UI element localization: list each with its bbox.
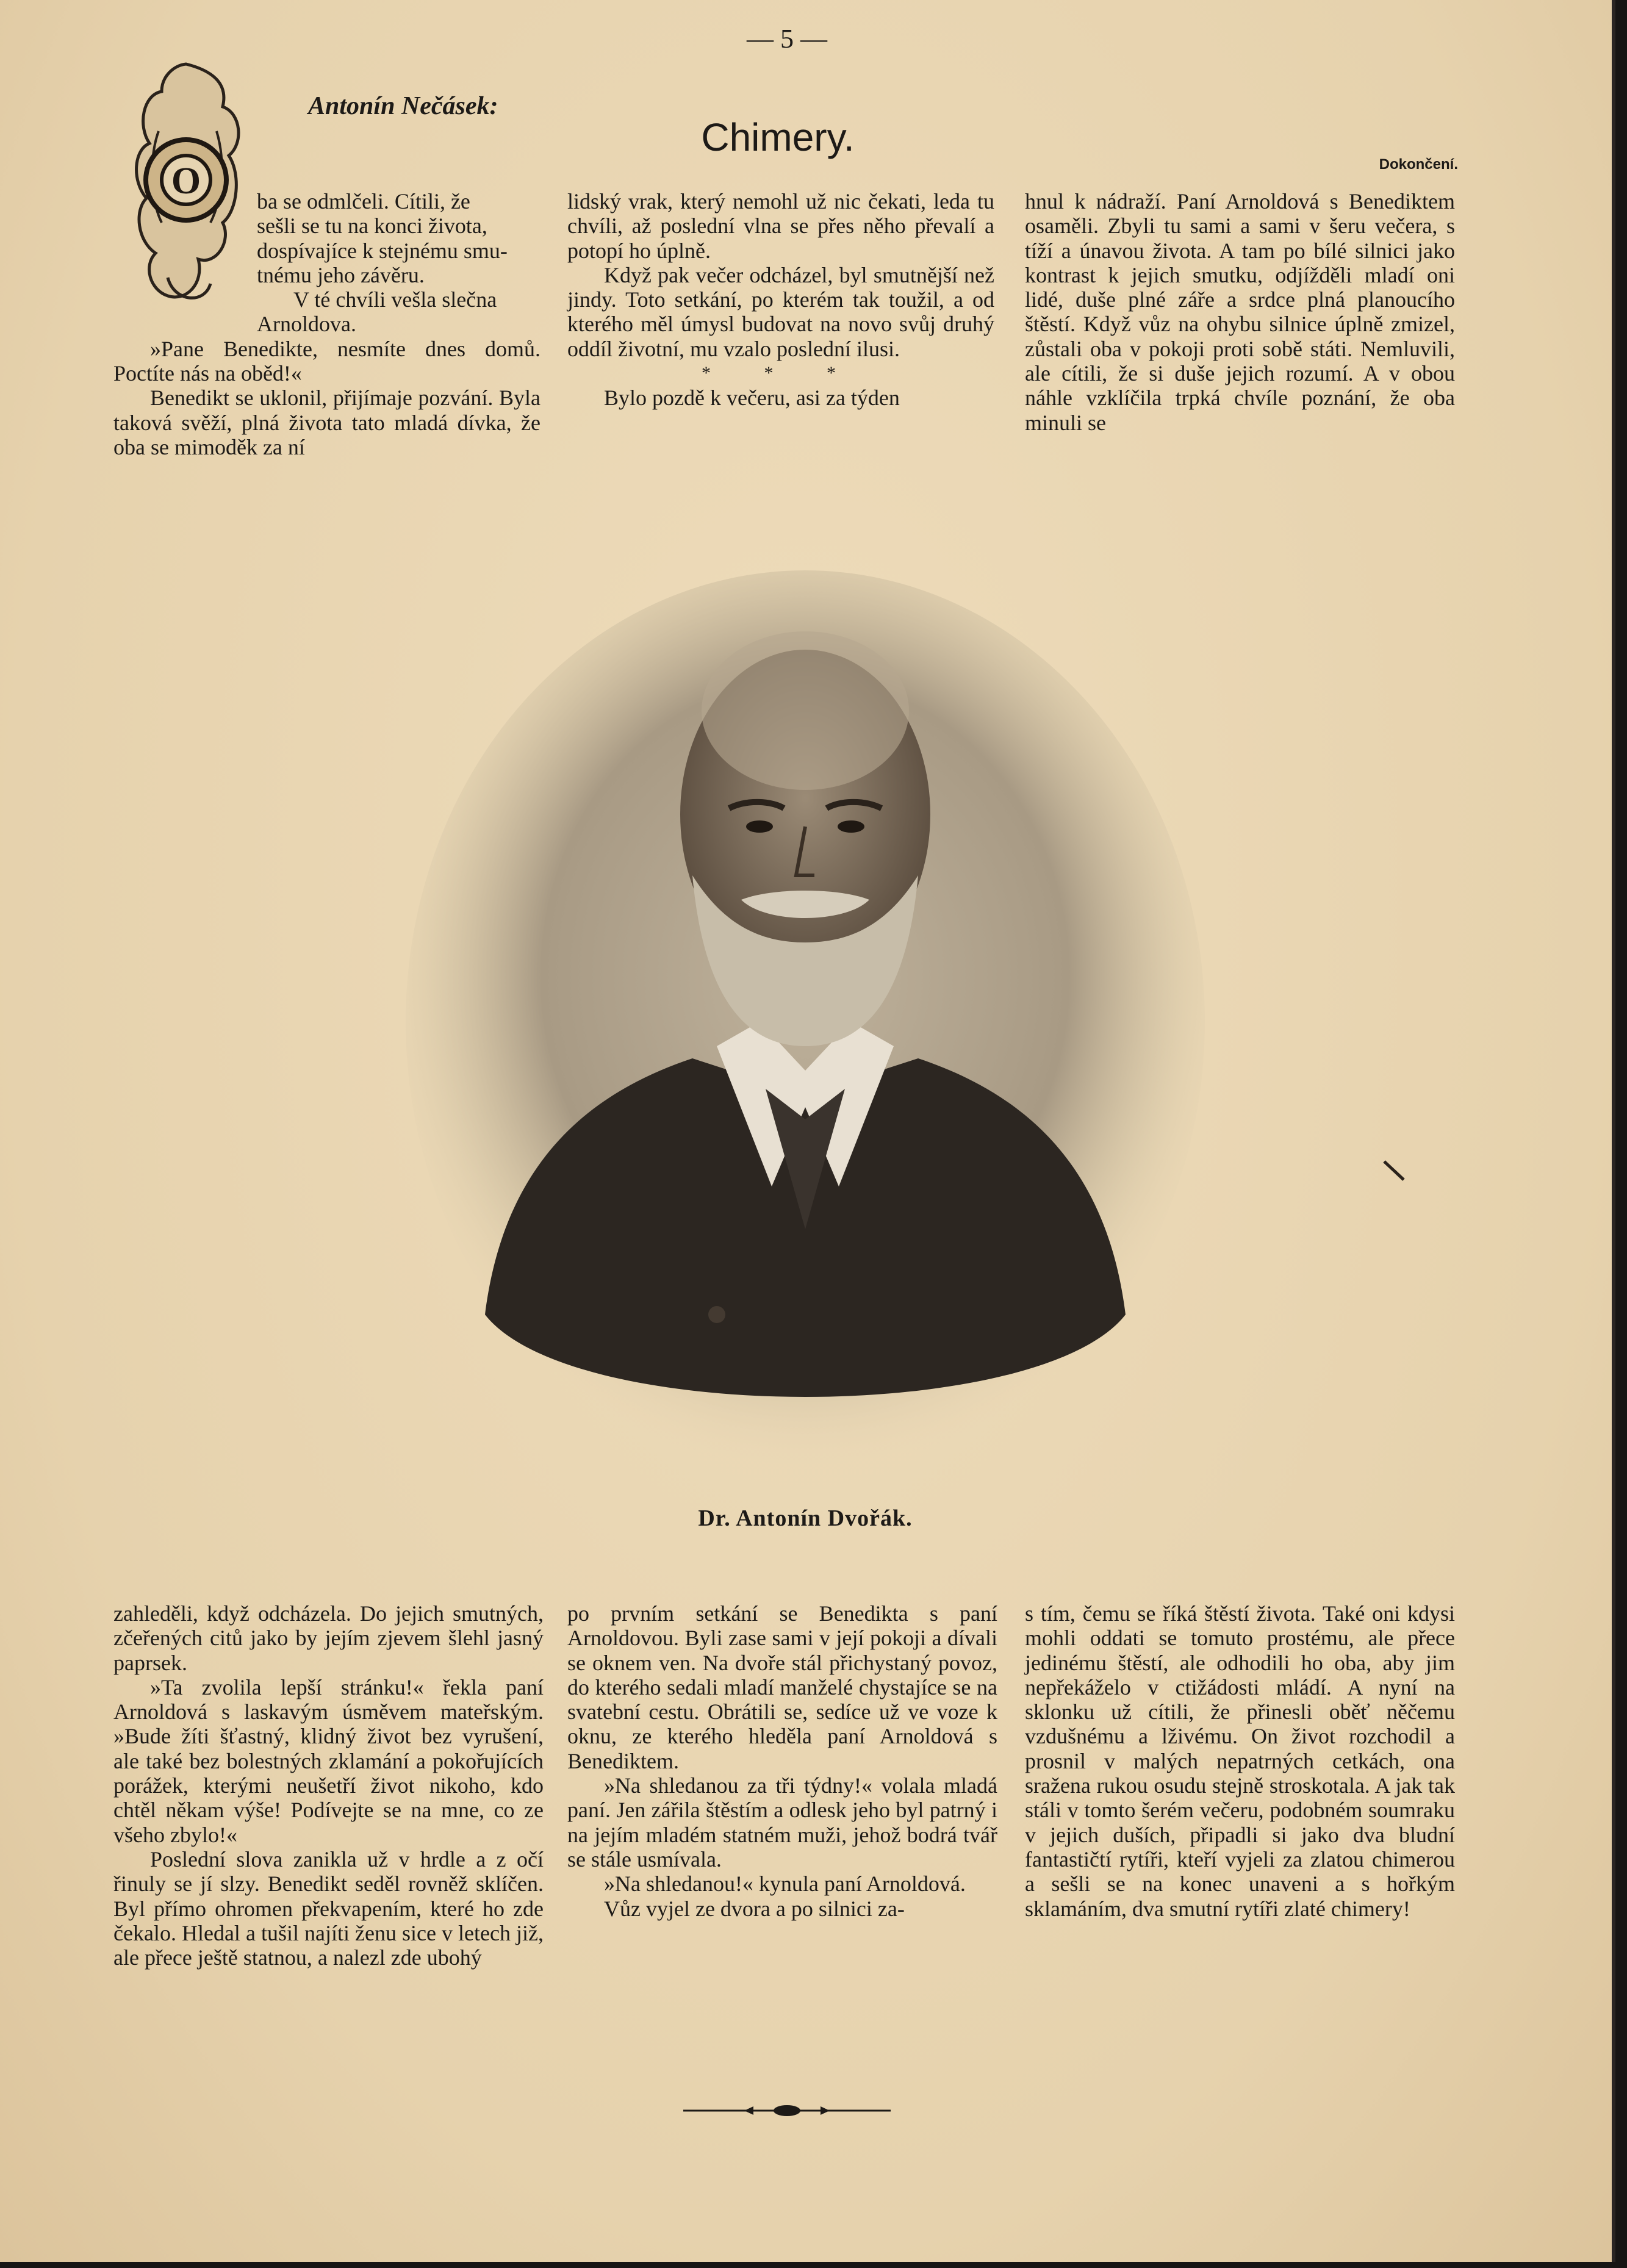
- text-column-bottom-3: [1025, 1601, 1455, 1921]
- text-line: V té chvíli vešla slečna: [293, 287, 497, 312]
- paragraph: lidský vrak, který nemohl už nic čekati, leda tu chvíli, až poslední vlna se přes něho převalí a potopí ho úplně.: [567, 189, 994, 263]
- text-line: sešli se tu na konci života,: [257, 214, 487, 239]
- paragraph: Když pak večer odcházel, byl smutnější než jindy. Toto setkání, po kterém tak toužil, a od kterého měl úmysl budovat na novo svůj druhý oddíl životní, mu vzalo poslední ilusi.: [567, 262, 994, 361]
- page-number: — 5 —: [747, 24, 827, 54]
- section-divider-stars: * * *: [702, 363, 860, 384]
- text-line: Arnoldova.: [257, 312, 356, 337]
- text-column-bottom-1: [113, 1601, 544, 1970]
- text-column-top-1: [113, 189, 541, 459]
- text-column-top-3: [1025, 189, 1455, 435]
- paragraph: Poslední slova zanikla už v hrdle a z očí řinuly se jí slzy. Benedikt seděl rovněž sklíčen. Byl přímo ohromen překvapením, které ho zde čekalo. Hledal a tušil najíti ženu sice v letech již, ale přece ještě statnou, a nalezl zde ubohý: [113, 1846, 544, 1970]
- paragraph: s tím, čemu se říká štěstí života. Také oni kdysi mohli oddati se tomuto prostému, ale přece jedinému štěstí, ale odhodili ho oba, aby jim nepřekáželo v ctižádosti mládí. A nyní na sklonku už cítili, že přinesli oběť něčemu vzdušnému a lživému. On život rozchodil a prosnil v malých nepatrných cetkách, ona sražena rukou osudu stejně stroskotala. A jak tak stáli v tomto šerém večeru, podobném soumraku v jejich duších, připadli si jako dva bludní fantastičtí rytíři, kteří vyjeli za zlatou chimerou a sešli se na konec unaveni a s hořkým sklamáním, dva smutní rytíři zlaté chimery!: [1025, 1601, 1455, 1921]
- paragraph: »Na shledanou za tři týdny!« volala mladá paní. Jen zářila štěstím a odlesk jeho byl patrný i na jejím mladém statném muži, jehož bodrá tvář se stále usmívala.: [567, 1773, 997, 1871]
- author-name: Antonín Nečásek:: [308, 92, 498, 120]
- paragraph: »Ta zvolila lepší stránku!« řekla paní Arnoldová s laskavým úsměvem mateřským. »Bude žíti šťastný, klidný život bez vyrušení, ale také bez bolestných zklamání a pokořujících porážek, kterými neušetří život nikoho, kdo chtěl někam výše! Podívejte se na mne, co ze všeho zbylo!«: [113, 1674, 544, 1847]
- stray-mark: [1382, 1159, 1406, 1183]
- paragraph: zahleděli, když odcházela. Do jejich smutných, zčeřených citů jako by jejím zjevem šlehl jasný paprsek.: [113, 1601, 544, 1675]
- text-column-bottom-2: [567, 1601, 997, 1921]
- text-column-top-2: [567, 189, 994, 411]
- paragraph: Benedikt se uklonil, přijímaje pozvání. Byla taková svěží, plná života tato mladá dívka, že oba se mimoděk za ní: [113, 386, 541, 459]
- paragraph: Bylo pozdě k večeru, asi za týden: [604, 386, 900, 411]
- paragraph: po prvním setkání se Benedikta s paní Arnoldovou. Byli zase sami v její pokoji a dívali se oknem ven. Na dvoře stál přichystaný povoz, do kterého sedali mladí manželé chystajíce se na svatební cestu. Obrátili se, sedíce už ve voze k oknu, ze kterého hleděla paní Arnoldová s Benediktem.: [567, 1601, 997, 1773]
- paragraph: »Na shledanou!« kynula paní Arnoldová.: [604, 1871, 966, 1897]
- story-title: Chimery.: [701, 115, 855, 159]
- dropcap-paragraph-lines: [257, 189, 541, 337]
- text-line: tnému jeho závěru.: [257, 262, 425, 287]
- portrait-caption: Dr. Antonín Dvořák.: [698, 1505, 913, 1531]
- paragraph: hnul k nádraží. Paní Arnoldová s Benediktem osaměli. Zbyli tu sami a sami v šeru večera, s tíží a únavou života. A tam po bílé silnici jako kontrast k jejich smutku, odjížděli mladí oni lidé, duše plné záře a srdce plná planoucího štěstí. Když vůz na ohybu silnice úplně zmizel, zůstali oba v pokoji proti sobě státi. Nemluvili, ale cítili, že si duše jejich rozumí. A v obou náhle vzklíčila trpká chvíle poznání, že oba minuli se: [1025, 189, 1455, 435]
- end-ornament: [677, 2101, 897, 2120]
- continuation-note: Dokončení.: [1379, 156, 1458, 173]
- text-line: dospívajíce k stejnému smu-: [257, 238, 508, 263]
- paragraph: »Pane Benedikte, nesmíte dnes domů. Poctíte nás na oběd!«: [113, 336, 541, 386]
- text-line: ba se odmlčeli. Cítili, že: [257, 189, 470, 214]
- portrait-photo: [400, 558, 1211, 1473]
- dropcap-letter: O: [171, 160, 201, 202]
- paragraph: Vůz vyjel ze dvora a po silnici za-: [604, 1896, 905, 1921]
